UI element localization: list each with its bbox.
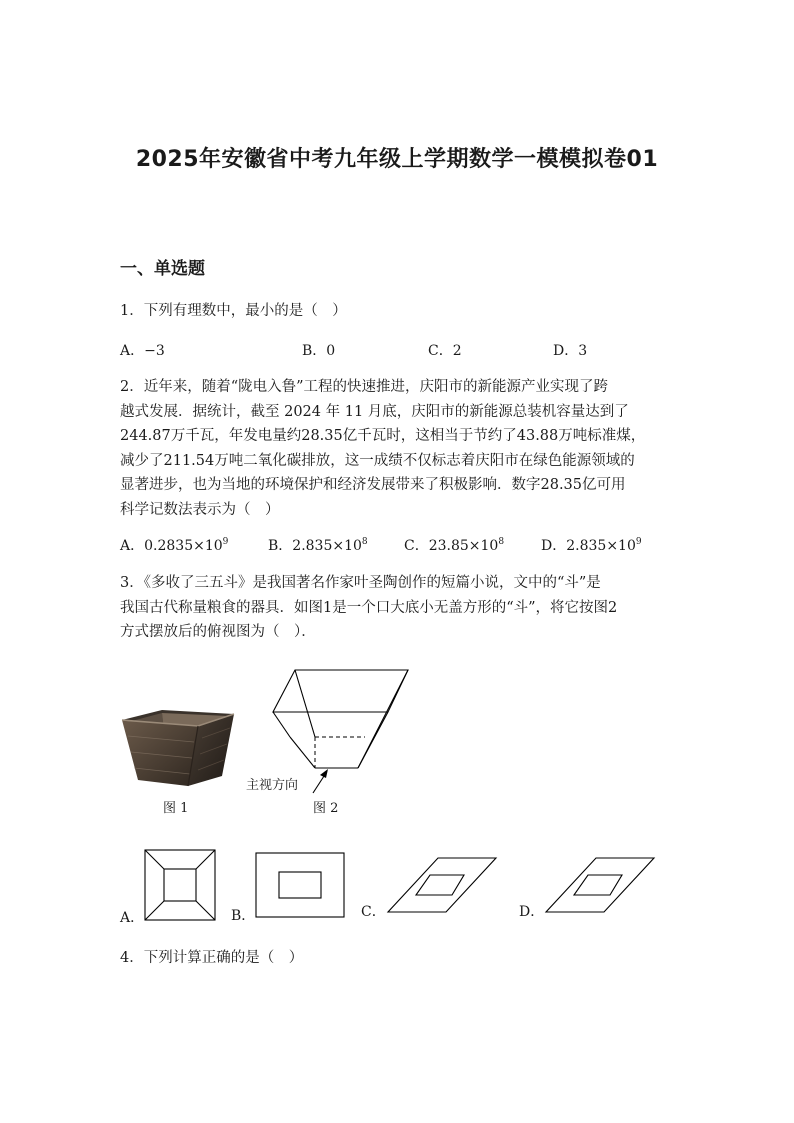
q3-option-d-figure [544, 856, 656, 916]
q1-option-b: B．0 [302, 343, 336, 359]
q2-option-d: D．$2.835\times 10^9$ [541, 537, 642, 554]
q1-option-d: D．3 [553, 343, 588, 359]
question-2-line-4: 减少了211.54万吨二氧化碳排放，这一成绩不仅标志着庆阳市在绿色能源领域的 [120, 452, 635, 469]
question-3-line-2: 我国古代称量粮食的器具．如图1是一个口大底小无盖方形的“斗”，将它按图2 [120, 599, 618, 616]
q3-option-c-figure [386, 856, 498, 916]
q2-option-b: B．$2.835\times 10^8$ [268, 537, 368, 554]
question-4-stem: 4．下列计算正确的是（ ） [120, 950, 304, 966]
question-2-line-3: 244.87万千瓦，年发电量约28.35亿千瓦时，这相当于节约了43.88万吨标准煤， [120, 428, 646, 444]
figure-1-dou-photo [118, 700, 238, 790]
q1-option-c: C．2 [428, 343, 462, 359]
figure-2-caption: 图 2 [313, 801, 339, 816]
question-2-line-6: 科学记数法表示为（ ） [120, 501, 280, 518]
section-heading-single-choice: 一、单选题 [120, 259, 205, 279]
question-2-line-1: 2．近年来，随着“陇电入鲁”工程的快速推进，庆阳市的新能源产业实现了跨 [120, 379, 609, 395]
figure-1-caption: 图 1 [163, 801, 189, 816]
q1-option-a: A．−3 [120, 343, 165, 359]
q3-option-a-label: A． [120, 910, 145, 926]
view-direction-label: 主视方向 [246, 778, 299, 793]
q3-option-c-label: C． [361, 904, 386, 920]
q3-option-b-label: B． [231, 908, 256, 924]
question-3-line-1: 3．《多收了三五斗》是我国著名作家叶圣陶创作的短篇小说，文中的“斗”是 [120, 575, 601, 591]
page-title: 2025年安徽省中考九年级上学期数学一模模拟卷01 [135, 147, 659, 172]
q2-option-c: C．$23.85\times 10^8$ [404, 537, 505, 554]
q3-option-d-label: D． [519, 904, 545, 920]
question-2-line-5: 显著进步，也为当地的环境保护和经济发展带来了积极影响．数字28.35亿可用 [120, 477, 626, 493]
question-2-line-2: 越式发展．据统计，截至 2024 年 11 月底，庆阳市的新能源总装机容量达到了 [120, 403, 629, 420]
q2-option-a: A．$0.2835\times 10^9$ [120, 537, 229, 554]
question-1-stem: 1．下列有理数中，最小的是（ ） [120, 303, 347, 319]
q3-option-a-figure [144, 849, 218, 923]
question-3-line-3: 方式摆放后的俯视图为（ ）． [120, 624, 316, 640]
q3-option-b-figure [255, 852, 347, 920]
